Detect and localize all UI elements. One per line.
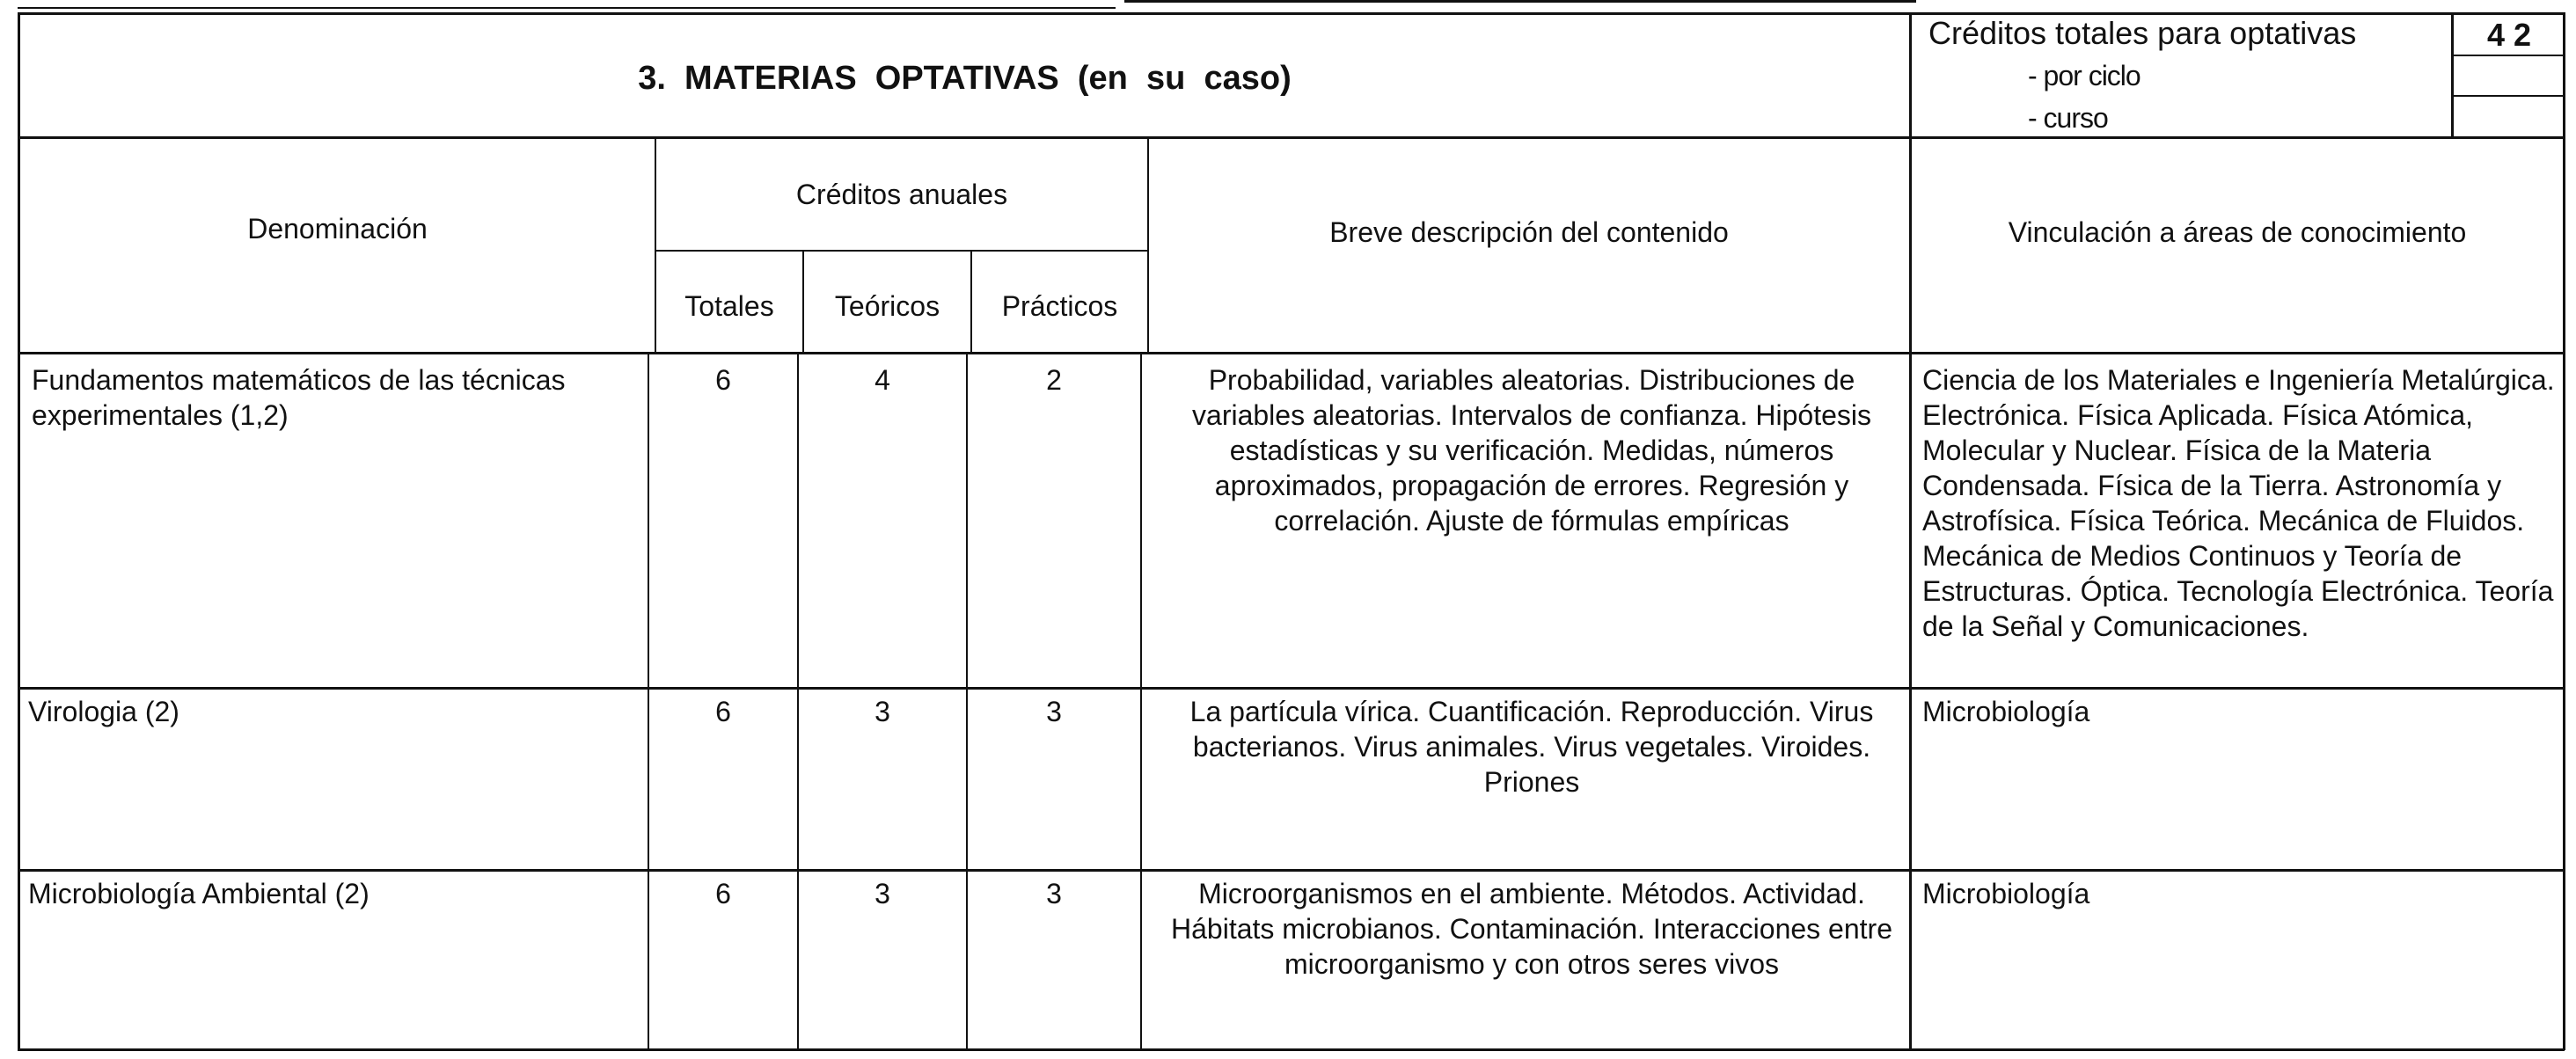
table-border-bottom <box>18 1048 2565 1051</box>
row-descripcion: Microorganismos en el ambiente. Métodos. Actividad. Hábitats microbianos. Contaminación. Interacciones entre microorganismo y con otros seres vivos <box>1171 878 1892 980</box>
credits-por-ciclo-label: - por ciclo <box>2028 60 2141 91</box>
row-descripcion: Probabilidad, variables aleatorias. Distribuciones de variables aleatorias. Intervalos de confianza. Hipótesis estadísticas y su verificación. Medidas, números aproximados, propagación de errores. Regresión y correlación. Ajuste de fórmulas empíricas <box>1192 364 1871 537</box>
credits-curso-label: - curso <box>2028 102 2108 134</box>
row-totales: 6 <box>715 696 731 727</box>
credits-total-label: Créditos totales para optativas <box>1928 15 2357 51</box>
header-divider <box>18 136 2565 139</box>
row-teoricos: 4 <box>875 364 890 396</box>
top-edge-line-right <box>1124 0 1916 3</box>
header-totales: Totales <box>684 290 774 322</box>
credits-value-line-1 <box>2451 55 2565 56</box>
row-vinculacion: Microbiología <box>1922 696 2090 727</box>
row-teoricos: 3 <box>875 878 890 909</box>
row-vinculacion: Ciencia de los Materiales e Ingeniería Metalúrgica. Electrónica. Física Aplicada. Física Atómica, Molecular y Nuclear. Física de la Materia Condensada. Física de la Tierra. Astronomía y Astrofísica. Física Teórica. Mecánica de Fluidos. Mecánica de Medios Continuos y Teoría de Estructuras. Óptica. Tecnología Electrónica. Teoría de la Señal y Comunicaciones. <box>1922 364 2555 642</box>
row-denominacion: Fundamentos matemáticos de las técnicas experimentales (1,2) <box>32 364 566 431</box>
row-divider-1 <box>18 687 2565 690</box>
header-vinculacion: Vinculación a áreas de conocimiento <box>2008 216 2467 248</box>
row-denominacion: Microbiología Ambiental (2) <box>28 878 370 909</box>
row-teoricos: 3 <box>875 696 890 727</box>
header-practicos: Prácticos <box>1001 290 1118 322</box>
header-descripcion: Breve descripción del contenido <box>1329 216 1729 248</box>
row-practicos: 2 <box>1046 364 1062 396</box>
header-creditos-anuales: Créditos anuales <box>795 179 1008 210</box>
table-border-right <box>2563 12 2565 1050</box>
subheader-line <box>655 250 1148 252</box>
credits-value-line-2 <box>2451 95 2565 97</box>
header-denominacion: Denominación <box>247 213 428 245</box>
row-denominacion: Virologia (2) <box>28 696 179 727</box>
row-practicos: 3 <box>1046 696 1062 727</box>
top-edge-line <box>18 7 1116 9</box>
table-border-left <box>18 12 20 1050</box>
row-divider-header <box>18 352 2565 354</box>
row-totales: 6 <box>715 364 731 396</box>
row-practicos: 3 <box>1046 878 1062 909</box>
row-divider-2 <box>18 869 2565 872</box>
row-vinculacion: Microbiología <box>1922 878 2090 909</box>
credits-total-value: 4 2 <box>2486 17 2532 53</box>
col-line-creditos-lower <box>1140 352 1142 1050</box>
row-descripcion: La partícula vírica. Cuantificación. Reproducción. Virus bacterianos. Virus animales. Virus vegetales. Viroides. Priones <box>1189 696 1874 798</box>
row-totales: 6 <box>715 878 731 909</box>
section-title: 3. MATERIAS OPTATIVAS (en su caso) <box>638 60 1292 97</box>
credits-box-left <box>1909 12 1912 1050</box>
header-teoricos: Teóricos <box>834 290 940 322</box>
